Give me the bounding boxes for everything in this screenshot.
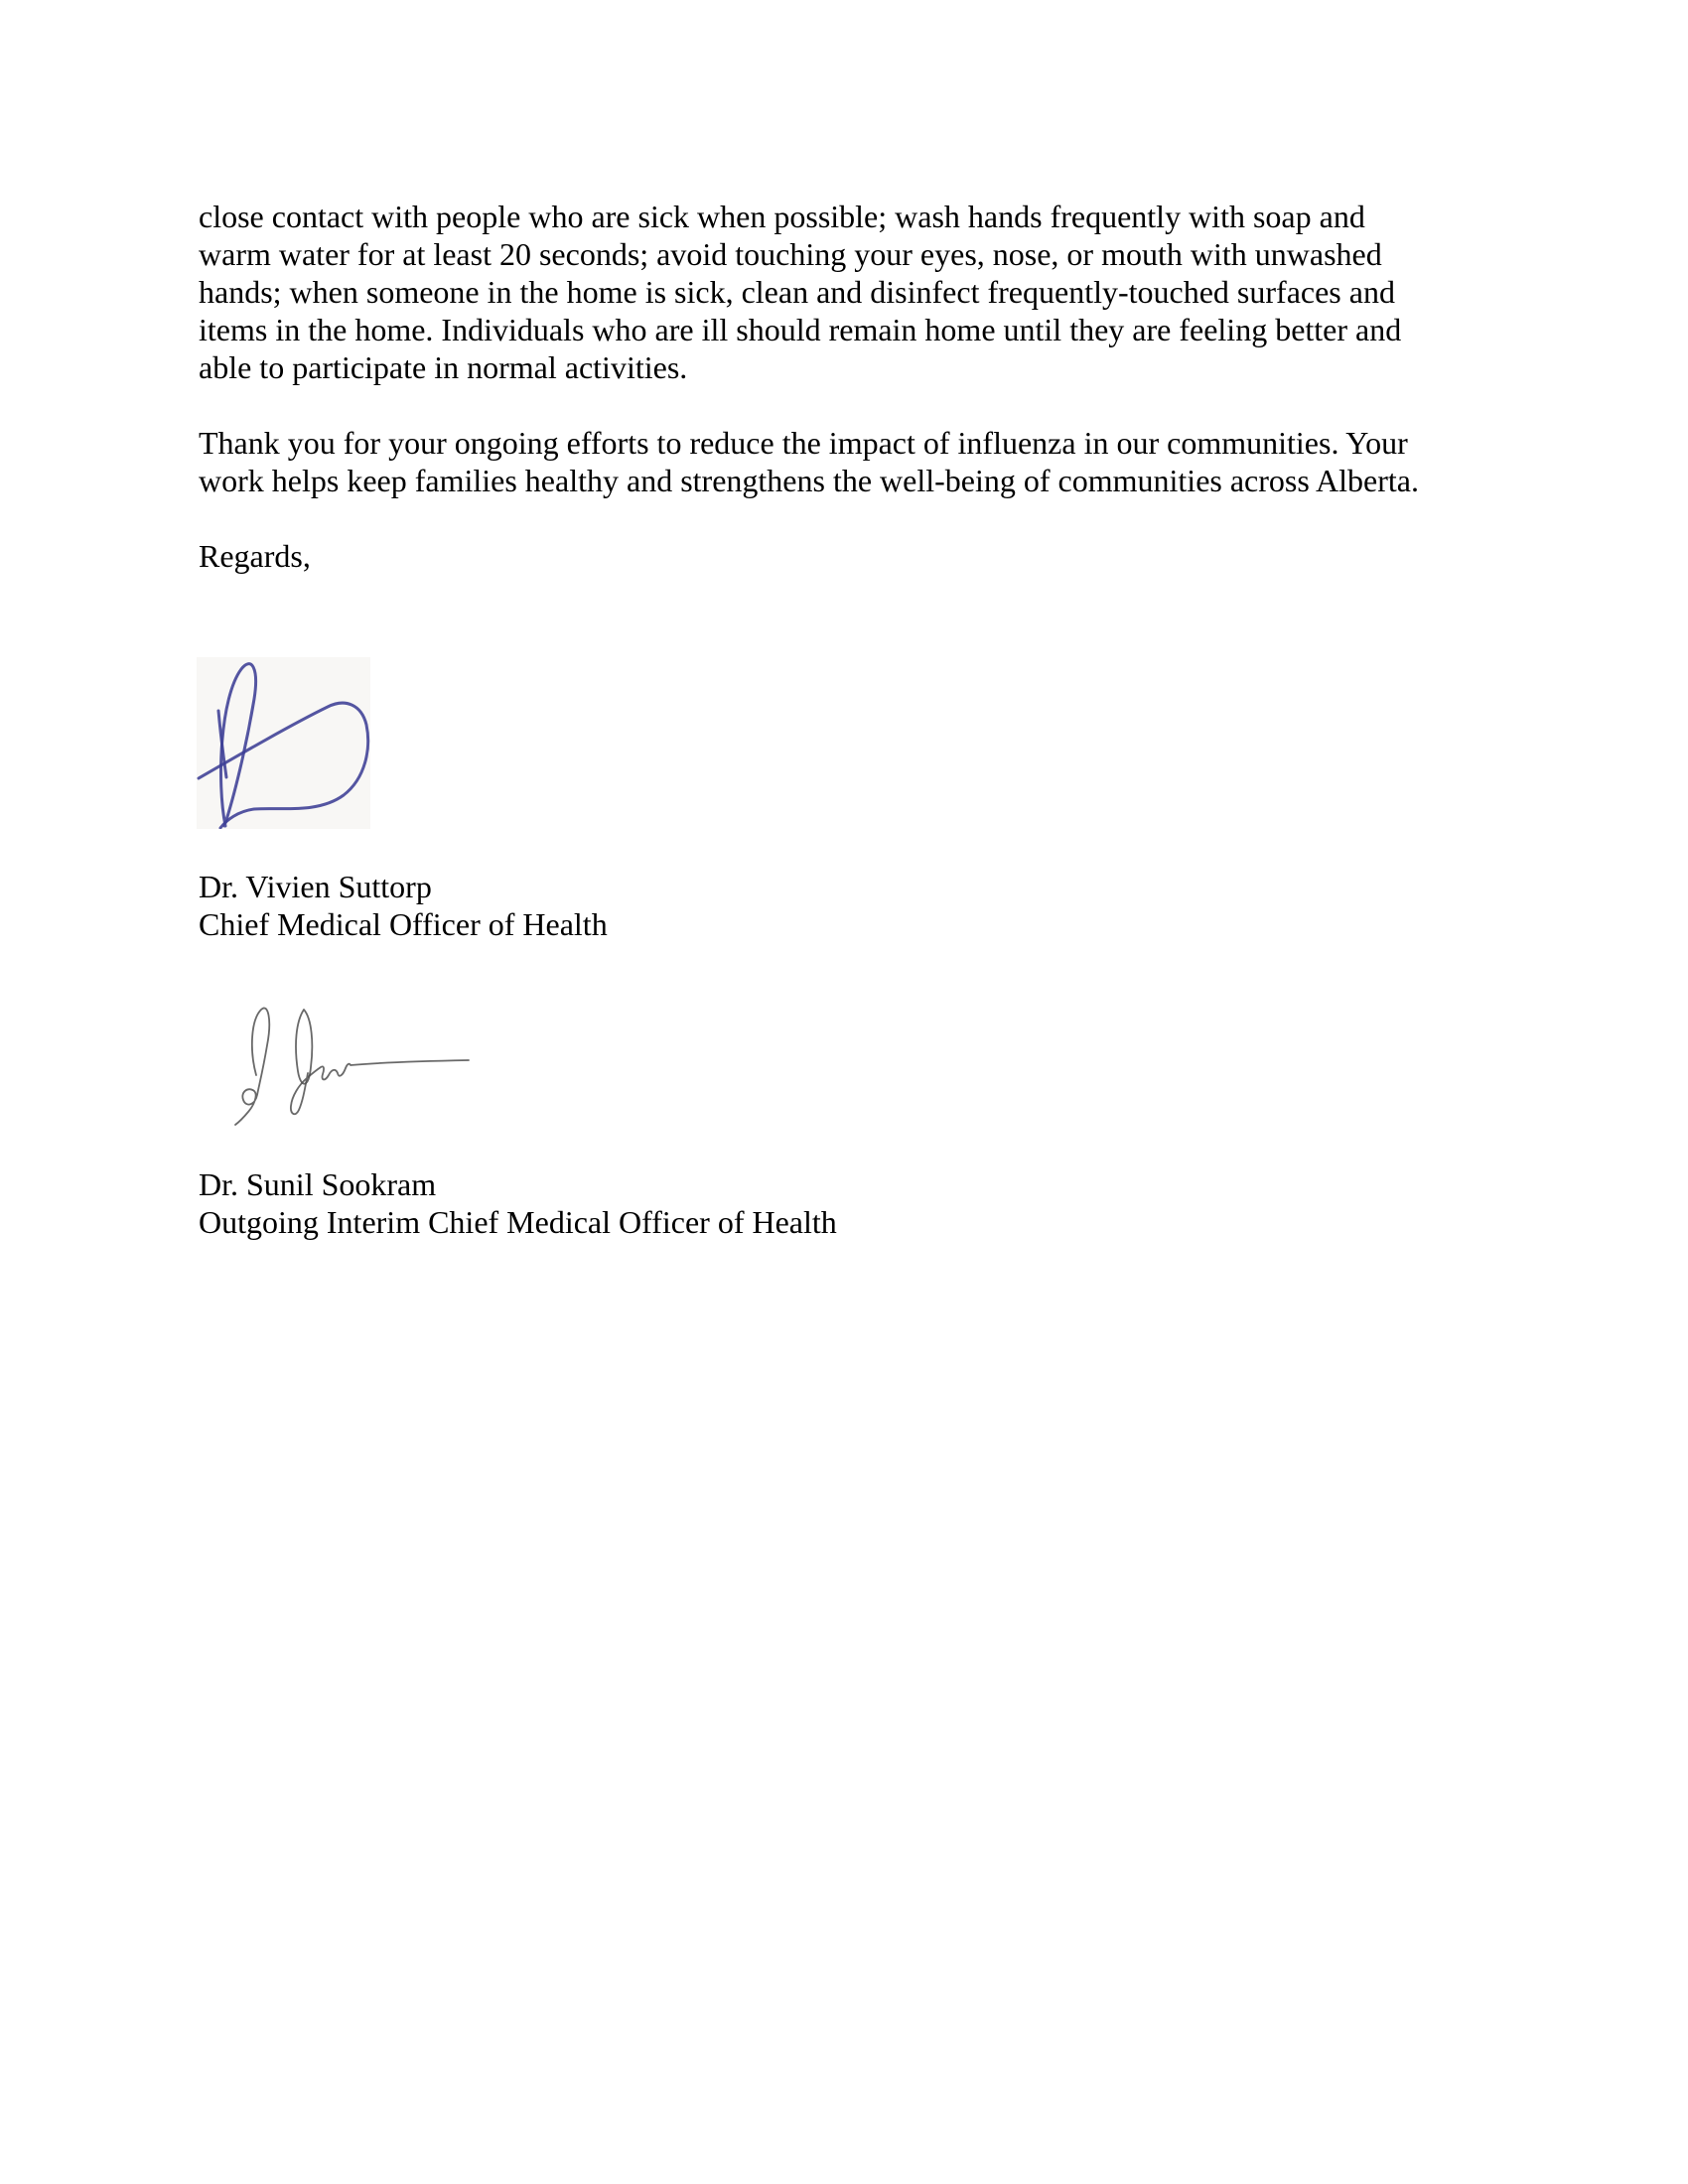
signature-stroke [291, 1060, 469, 1114]
signatory-name: Dr. Sunil Sookram [199, 1166, 437, 1202]
paragraph-line: hands; when someone in the home is sick, clean and disinfect frequently-touched surfaces and [199, 274, 1395, 310]
signatory-block-1 [199, 868, 608, 943]
handwritten-signature-icon [228, 998, 477, 1127]
signature-sunil-sookram [228, 998, 477, 1127]
signature-stroke [296, 1010, 312, 1084]
paragraph-line: warm water for at least 20 seconds; avoid touching your eyes, nose, or mouth with unwashed [199, 236, 1382, 272]
paragraph-line: items in the home. Individuals who are ill should remain home until they are feeling better and [199, 312, 1402, 347]
body-paragraph-1 [199, 198, 1401, 386]
signature-stroke [235, 1008, 269, 1125]
paragraph-line: able to participate in normal activities. [199, 349, 688, 385]
handwritten-signature-icon [197, 657, 370, 829]
signature-stroke [220, 664, 255, 826]
signatory-block-2 [199, 1165, 837, 1241]
paragraph-line: work helps keep families healthy and strengthens the well-being of communities across Alberta. [199, 463, 1419, 498]
body-paragraph-2 [199, 424, 1419, 499]
signature-vivien-suttorp [197, 657, 370, 829]
signatory-title: Chief Medical Officer of Health [199, 906, 608, 942]
closing-salutation: Regards, [199, 538, 311, 574]
paragraph-line: Thank you for your ongoing efforts to reduce the impact of influenza in our communities. Your [199, 425, 1408, 461]
signatory-name: Dr. Vivien Suttorp [199, 869, 432, 904]
signatory-title: Outgoing Interim Chief Medical Officer of Health [199, 1204, 837, 1240]
paragraph-line: close contact with people who are sick when possible; wash hands frequently with soap and [199, 199, 1365, 234]
